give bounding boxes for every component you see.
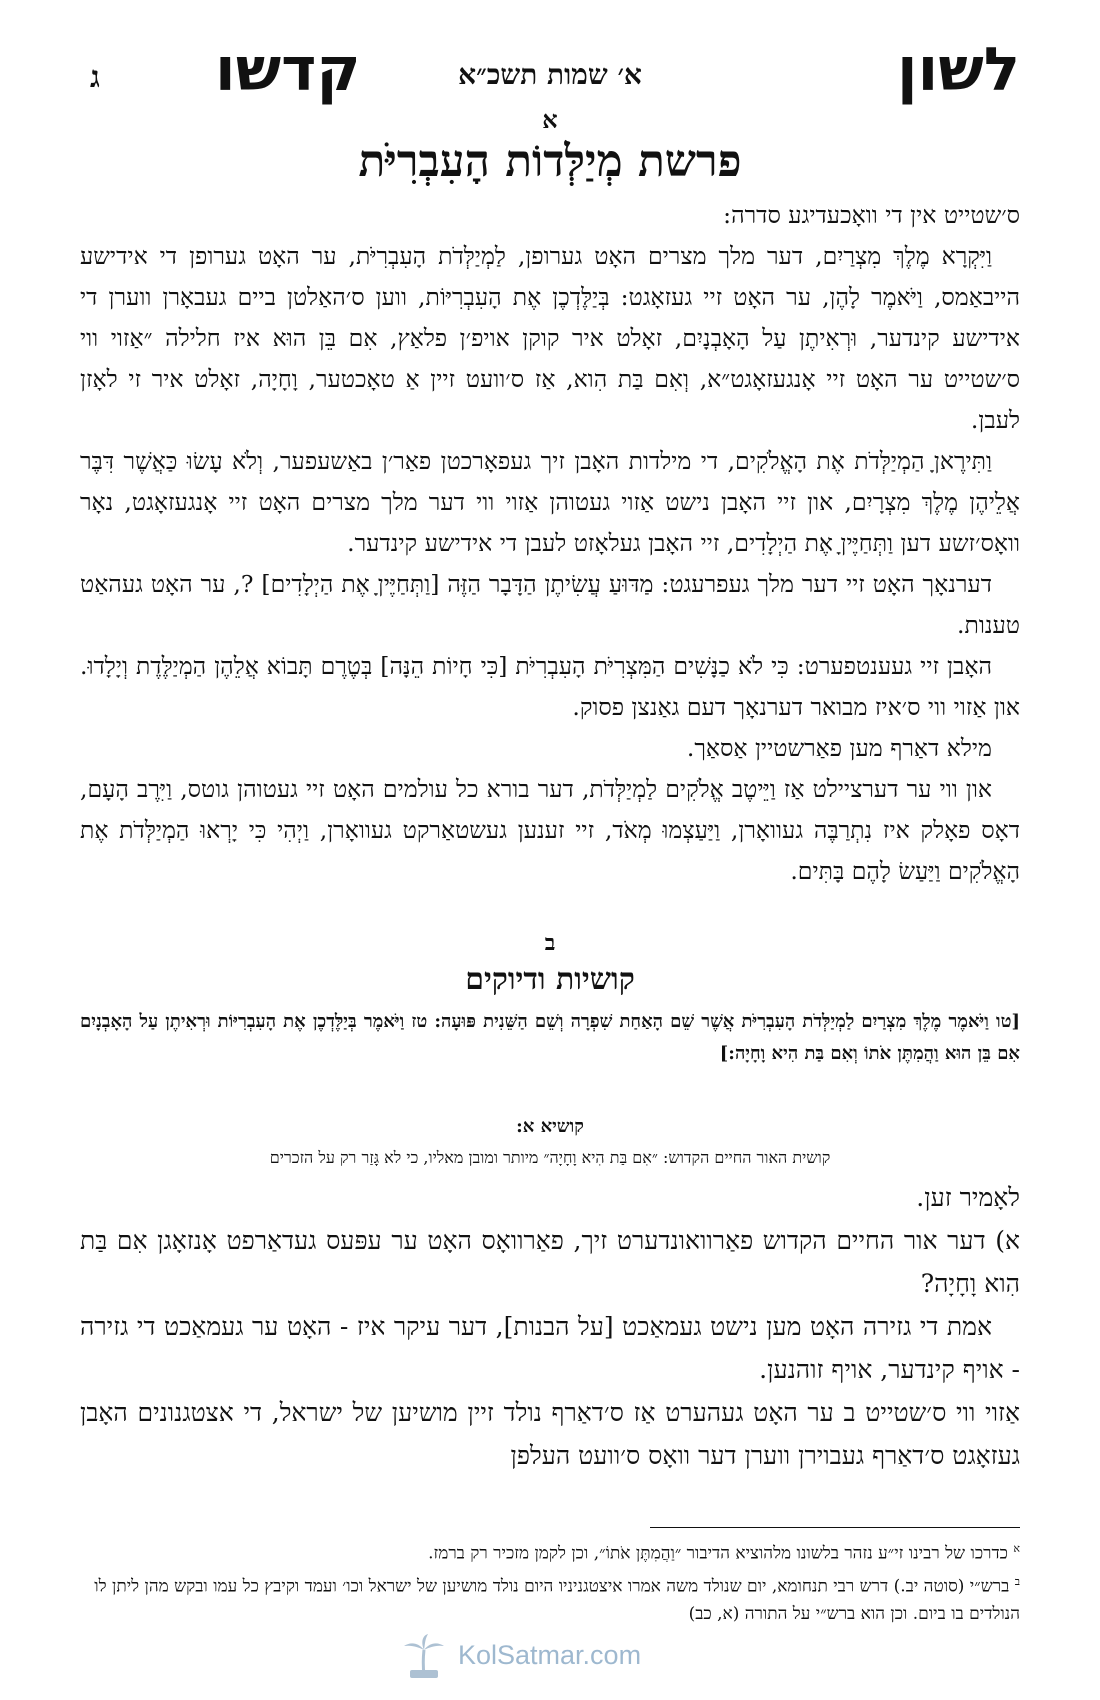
paragraph: מילא דאַרף מען פאַרשטיין אַסאַך. [686,734,992,762]
paragraph: דערנאָך האָט זיי דער מלך געפרעגט: מַדּוּעַ עֲשִׂיתֶן הַדָּבָר הַזֶּה [וַתְּחַיֶּיןָ אֶת הַיְלָדִים] ?, ער האָט געהאַט טענות. [80,570,1020,639]
header-left-word: לשון [897,35,1020,105]
footnote-text: כדרכו של רבינו זי״ע נזהר בלשונו מלהוציא הדיבור ״וַהֲמִתֶּן אֹתוֹ״, וכן לקמן מזכיר רק ברמז. [428,1543,1008,1564]
paragraph: אַזוי ווי ס׳שטייט ב ער האָט געהערט אַז ס׳דאַרף נולד זיין מושיען של ישראל, די אצטגנונים האָבן געזאָגט ס׳דאַרף געבוירן ווערן דער וואָס ס׳וועט העלפן [80,1398,1020,1471]
page-number: ג [90,60,100,95]
paragraph: וַתִּירֶאןָ הַמְיַלְּדֹת אֶת הָאֱלֹקִים, די מילדות האָבן זיך געפאָרכטן פאַר׳ן באַשעפער, וְלֹא עָשׂוּ כַּאֲשֶׁר דִּבֶּר אֲלֵיהֶן מֶלֶךְ מִצְרָיִם, און זיי האָבן נישט אַזוי געטוהן אַזוי ווי דער מלך מצרים האָט זיי אָנגעזאָגט, נאָר וואָס׳זשע דען וַתְּחַיֶּיןָ אֶת הַיְלָדִים, זיי האָבן געלאָזט לעבן די אידישע קינדער. [80,447,1020,557]
question-label: קושיא א: [516,1116,584,1137]
watermark [400,1632,660,1682]
paragraph: אמת די גזירה האָט מען נישט געמאַכט [על הבנות], דער עיקר איז - האָט ער געמאַכט די גזירה - אויף קינדער, אויף זוהנען. [80,1312,1020,1385]
footnote-text: ברש״י (סוטה יב.) דרש רבי תנחומא, יום שנולד משה אמרו איצטגניניו היום נולד מושיען של ישראל וכו׳ ועמד וקיבץ כל עמו ובקש מהן ליתן לו הנולדים בו ביום. וכן הוא ברש״י על התורה (א, כב) [94,1576,1020,1625]
footnote [80,1535,1020,1568]
verse-quote: [טו וַיֹּאמֶר מֶלֶךְ מִצְרַיִם לַמְיַלְּדֹת הָעִבְרִיֹּת אֲשֶׁר שֵׁם הָאַחַת שִׁפְרָה וְשֵׁם הַשֵּׁנִית פּוּעָה: טז וַיֹּאמֶר בְּיַלֶּדְכֶן אֶת הָעִבְרִיּוֹת וּרְאִיתֶן עַל הָאָבְנָיִם אִם בֵּן הוּא וַהֲמִתֶּן אֹתוֹ וְאִם בַּת הִיא וָחָיָה:] [80,1011,1020,1064]
paragraph: לאָמיר זען. [916,1183,1020,1213]
footnote-mark: ב [1014,1574,1020,1588]
section-title: קושיות ודיוקים [465,962,635,997]
footnote-mark: א [1013,1542,1020,1555]
paragraph: א) דער אור החיים הקדוש פאַרוואונדערט זיך, פאַרוואָס האָט ער עפּעס געדאַרפט אָנזאָגן אִם בַּת הִוא וָחָיָה? [80,1226,1020,1299]
header-date: א׳ שמות תשכ״א [458,58,642,91]
palm-tree-logo-icon [400,1632,448,1680]
paragraph: וַיִּקְרָא מֶלֶךְ מִצְרַיִם, דער מלך מצרים האָט גערופן, לַמְיַלְּדֹת הָעִבְרִיֹּת, ער האָט גערופן די אידישע הייבאַמס, וַיֹּאמֶר לָהֶן, ער האָט זיי געזאָגט: בְּיַלֶּדְכֶן אֶת הָעִבְרִיּוֹת, ווען ס׳האַלטן ביים געבאָרן ווערן די אידישע קינדער, וּרְאִיתֶן עַל הָאָבְנָיִם, זאָלט איר קוקן אויפ׳ן פלאַץ, אִם בֵּן הוּא איז חלילה ״אַזוי ווי ס׳שטייט ער האָט זיי אָנגעזאָגט״א, וְאִם בַּת הִוא, אַז ס׳וועט זיין אַ טאָכטער, וָחָיָה, זאָלט איר זי לאָזן לעבן. [80,242,1020,434]
watermark-text: KolSatmar.com [458,1640,642,1670]
footnote [80,1568,1020,1629]
question-text: קושית האור החיים הקדוש: ״אִם בַּת הִיא וָחָיָה״ מיותר ומובן מאליו, כי לא גָּזַר רק על הזכרים [269,1147,831,1167]
footnote-divider [650,1527,1020,1528]
paragraph: און ווי ער דערציילט אַז וַיֵּיטֶב אֱלֹקִים לַמְיַלְּדֹת, דער בורא כל עולמים האָט זיי געטוהן גוטס, וַיִּרֶב הָעָם, דאָס פאָלק איז נִתְרַבֶּה געוואָרן, וַיַּעַצְמוּ מְאֹד, זיי זענען געשטאַרקט געוואָרן, וַיְהִי כִּי יָרְאוּ הַמְיַלְּדֹת אֶת הָאֱלֹקִים וַיַּעַשׂ לָהֶם בָּתִּים. [80,775,1020,885]
paragraph: האָבן זיי געענטפערט: כִּי לֹא כַנָּשִׁים הַמִּצְרִיֹּת הָעִבְרִיֹּת [כִּי חָיוֹת הֵנָּה] בְּטֶרֶם תָּבוֹא אֲלֵהֶן הַמְיַלֶּדֶת וְיָלָדוּ. און אַזוי ווי ס׳איז מבואר דערנאָך דעם גאַנצן פסוק. [80,652,1020,721]
header-right-word: קדשו [215,35,361,105]
footnotes [80,1535,1020,1628]
section-number: א [542,105,558,134]
section-title: פרשת מְיַלְּדוֹת הָעִבְרִיֹּת [358,136,742,187]
section-number: ב [544,930,556,956]
main-text [80,105,1020,1477]
intro-line: ס׳שטייט אין די וואָכעדיגע סדרה: [723,201,1020,229]
